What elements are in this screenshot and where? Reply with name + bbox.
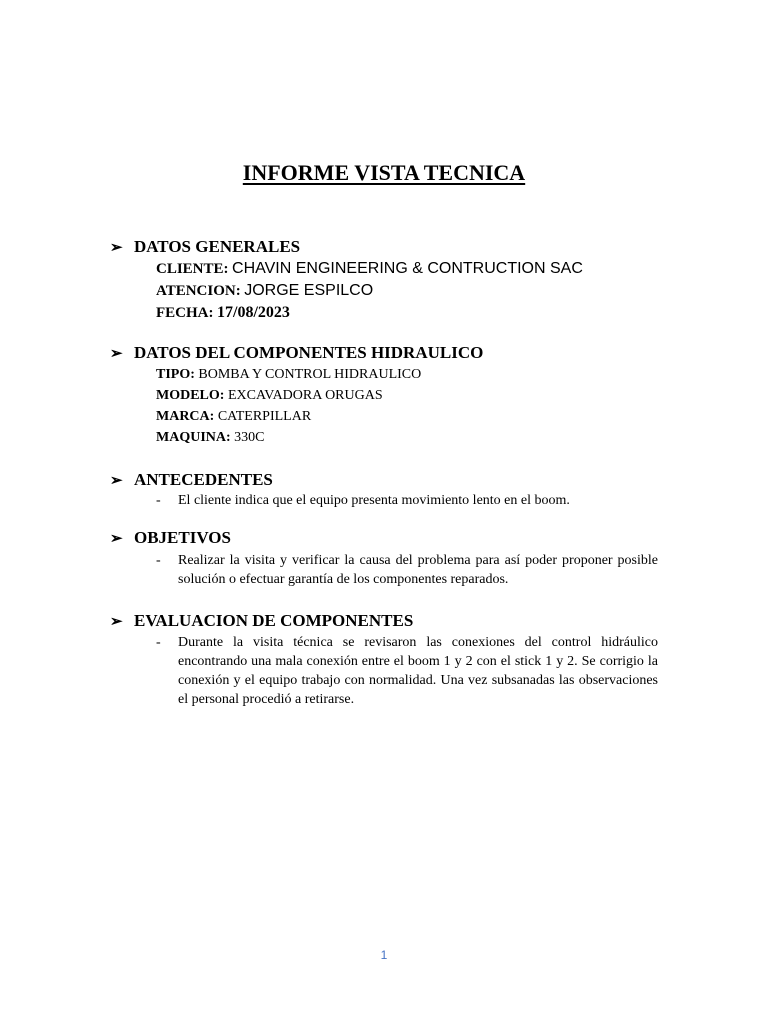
list-item [156, 551, 670, 589]
document-title: INFORME VISTA TECNICA [242, 160, 526, 185]
field-modelo [156, 385, 670, 406]
dash-bullet: - [156, 493, 161, 508]
arrow-bullet-icon: ➢ [110, 613, 123, 630]
field-label: MARCA: [156, 409, 215, 424]
field-value: 17/08/2023 [217, 304, 290, 321]
arrow-bullet-icon: ➢ [110, 472, 123, 489]
section-heading: EVALUACION DE COMPONENTES [134, 611, 414, 630]
section-evaluacion [110, 610, 670, 709]
field-label: FECHA: [156, 305, 214, 321]
page-number: 1 [380, 948, 388, 962]
dash-bullet: - [156, 553, 161, 568]
field-marca [156, 406, 670, 427]
list-item [156, 491, 670, 510]
field-cliente [156, 258, 670, 280]
section-heading: OBJETIVOS [134, 528, 231, 547]
field-label: MODELO: [156, 388, 225, 403]
field-atencion [156, 280, 670, 302]
field-label: TIPO: [156, 367, 195, 382]
paragraph-text: Durante la visita técnica se revisaron las conexiones del control hidráulico encontrando una mala conexión entre el boom 1 y 2 con el stick 1 y 2. Se corrigio la conexión y el equipo trabajo con normalidad. Una vez subsanadas las observaciones el personal procedió a retirarse. [178, 635, 658, 707]
field-value: 330C [234, 430, 265, 445]
arrow-bullet-icon: ➢ [110, 345, 123, 362]
paragraph-text: El cliente indica que el equipo presenta movimiento lento en el boom. [178, 493, 570, 508]
field-label: CLIENTE: [156, 261, 229, 277]
section-heading: DATOS DEL COMPONENTES HIDRAULICO [134, 343, 484, 362]
arrow-bullet-icon: ➢ [110, 239, 123, 256]
dash-bullet: - [156, 635, 161, 650]
section-heading: DATOS GENERALES [134, 237, 301, 256]
section-objetivos [110, 527, 670, 589]
field-label: ATENCION: [156, 283, 241, 299]
field-label: MAQUINA: [156, 430, 231, 445]
field-value: JORGE ESPILCO [244, 282, 374, 299]
field-tipo [156, 364, 670, 385]
section-datos-generales [110, 236, 670, 324]
field-value: BOMBA Y CONTROL HIDRAULICO [198, 367, 422, 382]
list-item [156, 633, 670, 709]
arrow-bullet-icon: ➢ [110, 530, 123, 547]
section-heading: ANTECEDENTES [134, 470, 273, 489]
paragraph-text: Realizar la visita y verificar la causa del problema para así poder proponer posible solución o efectuar garantía de los componentes reparados. [178, 553, 658, 587]
section-antecedentes [110, 469, 670, 510]
section-componentes [110, 342, 670, 448]
field-value: CATERPILLAR [217, 409, 312, 424]
field-fecha [156, 302, 670, 324]
field-value: CHAVIN ENGINEERING & CONTRUCTION SAC [232, 260, 583, 277]
field-maquina [156, 427, 670, 448]
field-value: EXCAVADORA ORUGAS [227, 388, 383, 403]
